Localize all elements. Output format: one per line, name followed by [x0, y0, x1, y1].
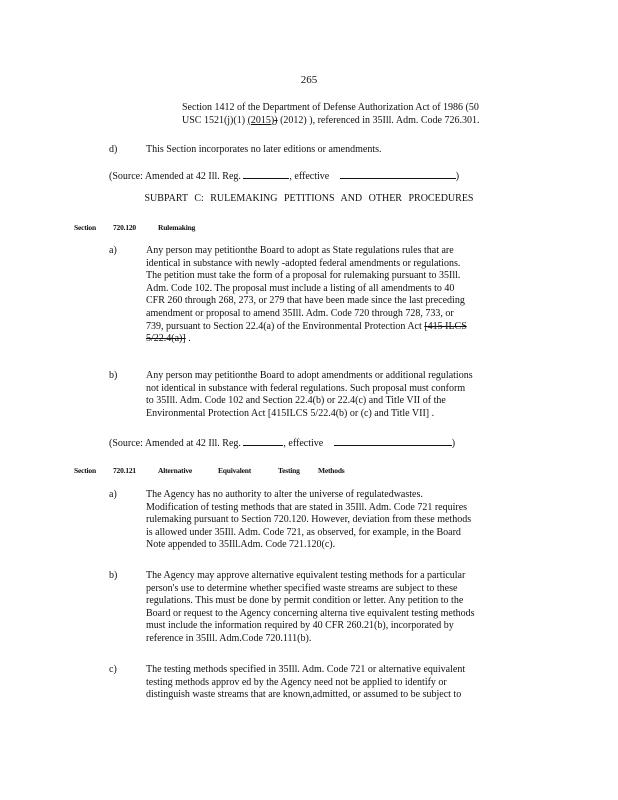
para-a-label: a) — [109, 245, 117, 256]
deleted-citation: [415 ILCS — [424, 320, 467, 332]
section-720-120-para-b: Any person may petitionthe Board to adopt amendments or additional regulations not identical in substance with federal regulations. Such proposal must conform to 35Ill. Adm. Code 102 and Section 22.4(b) or 22.4(c) and Title VII of the Environmental Protection Act [415ILCS 5/22.4(b) or (c) and Title VII] . — [146, 370, 473, 419]
para-b-label: b) — [109, 570, 118, 581]
para-b-label: b) — [109, 370, 118, 381]
para-c-label: c) — [109, 664, 117, 675]
para-d-label: d) — [109, 144, 118, 155]
deleted-citation-cont: 5/22.4(a)] — [146, 333, 186, 345]
section-label: Section — [74, 466, 96, 475]
section-720-121-para-a: The Agency has no authority to alter the universe of regulatedwastes. Modification of testing methods that are stated in 35Ill. Adm. Code 721 requires rulemaking pursuant to Section 720.120. However, deviation from these methods is allowed under 35Ill. Adm. Code 721, as observed, for example, in the Board Note appended to 35Ill.Adm. Code 721.120(c). — [146, 489, 472, 551]
source-note-2: (Source: Amended at 42 Ill. Reg. , effective ) — [109, 438, 456, 449]
effective-blank — [334, 436, 452, 446]
section-label: Section — [74, 223, 96, 232]
effective-blank — [340, 169, 456, 179]
reg-blank — [243, 436, 283, 446]
section-title-word-1: Alternative — [158, 466, 193, 475]
intro-line-1: Section 1412 of the Department of Defense Authorization Act of 1986 (50 — [182, 102, 479, 113]
para-d-text: This Section incorporates no later editions or amendments. — [146, 144, 382, 155]
intro-paragraph — [182, 102, 540, 127]
para-a-label: a) — [109, 489, 117, 500]
intro-inserted-text: (2015) — [247, 114, 275, 126]
section-title: Rulemaking — [158, 223, 196, 232]
section-number: 720.120 — [113, 223, 136, 232]
source-note-1: (Source: Amended at 42 Ill. Reg. , effective ) — [109, 171, 460, 182]
section-720-121-para-c: The testing methods specified in 35Ill. Adm. Code 721 or alternative equivalent testing methods approv ed by the Agency need not be applied to identify or distinguish waste streams that are known,admitted, or assumed to be subject to — [146, 664, 466, 701]
section-720-121-para-b: The Agency may approve alternative equivalent testing methods for a particular person's use to determine whether specified waste streams are subject to these regulations. This must be done by permit condition or letter. Any petition to the Board or request to the Agency concerning alterna tive equivalent testing methods must include the information required by 40 CFR 260.21(b), incorporated by reference in 35Ill. Adm.Code 720.111(b). — [146, 570, 475, 644]
section-title-word-2: Equivalent — [218, 466, 252, 475]
subpart-title: SUBPART C: RULEMAKING PETITIONS AND OTHER PROCEDURES — [144, 193, 474, 204]
section-720-120-para-a: Any person may petitionthe Board to adopt as State regulations rules that are identical in substance with newly -adopted federal amendments or regulations. The petition must take the form of a proposal for rulemaking pursuant to 35Ill. Adm. Code 102. The proposal must include a listing of all amendments to 40 CFR 260 through 268, 273, or 279 that have been made since the last preceding amendment or proposal to amend 35Ill. Adm. Code 720 through 728, 733, or 739, pursuant to Section 22.4(a) of the Environmental Protection Act [415 ILCS 5/22.4(a)] . — [146, 245, 467, 345]
intro-line-2: USC 1521(j)(1) (2015)) (2012) ), referenced in 35Ill. Adm. Code 726.301. — [182, 114, 480, 126]
section-number: 720.121 — [113, 466, 136, 475]
page-number: 265 — [300, 74, 318, 86]
section-title-word-3: Testing — [278, 466, 300, 475]
section-title-word-4: Methods — [318, 466, 345, 475]
reg-blank — [243, 169, 289, 179]
intro-deleted-text: ) — [274, 114, 278, 126]
